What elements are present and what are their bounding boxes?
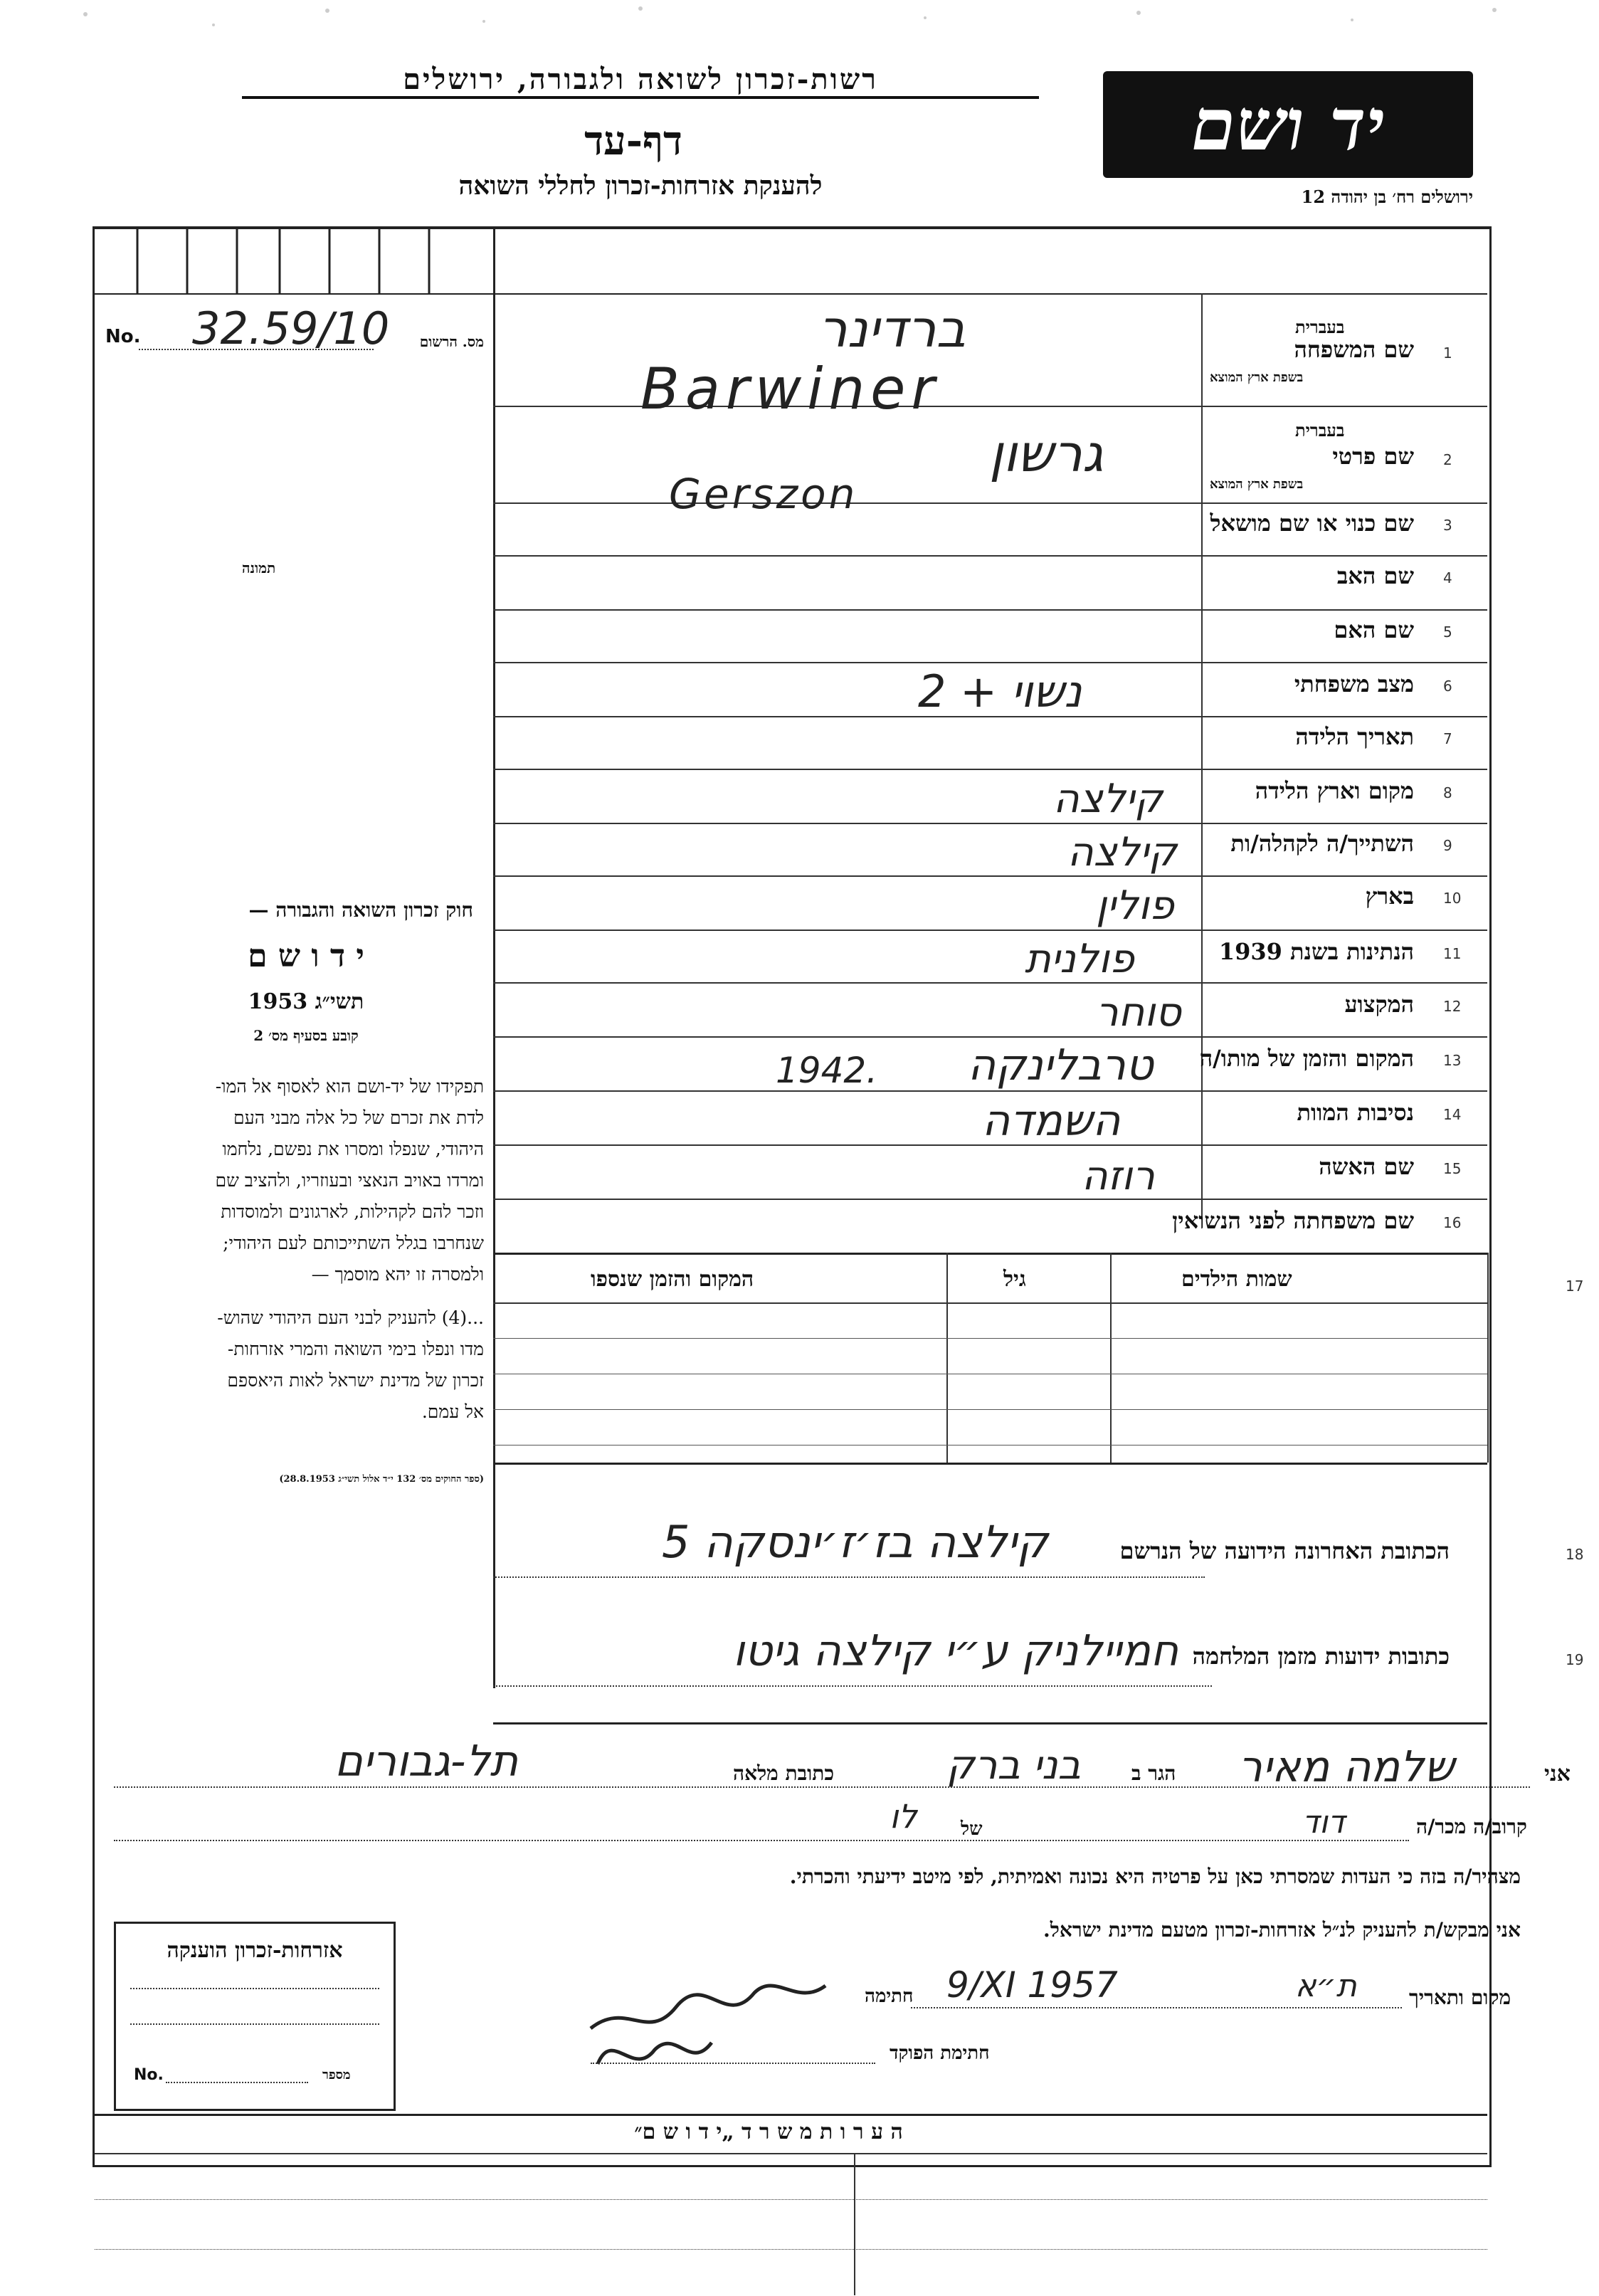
granted-line xyxy=(130,2023,379,2025)
org-line: רשות-זכרון לשואה ולגבורה, ירושלים xyxy=(242,63,1039,99)
law-line: היהודי, שנפלו ומסרו את נפשם, נלחמו xyxy=(222,1139,484,1159)
office-rule xyxy=(95,2249,1487,2250)
office-notes-title: ה ע ר ו ת מ ש ר ד „י ד ו ש ם״ xyxy=(634,2119,903,2144)
law-clause: קובע בסעיף מס׳ 2 xyxy=(253,1027,359,1044)
children-row-rule xyxy=(493,1338,1487,1339)
field-num: 8 xyxy=(1443,784,1452,801)
row-rule xyxy=(493,1090,1487,1092)
field-given-sub2: בשפת ארץ המוצא xyxy=(1210,477,1304,492)
form-title: דף-עד xyxy=(584,117,682,164)
row-rule xyxy=(493,662,1487,663)
law-line: שנחרבו בגלל השתייכותם לעם היהודי; xyxy=(223,1233,484,1253)
children-col-age: גיל xyxy=(1003,1267,1026,1292)
tick-row xyxy=(95,229,493,293)
decl-relative-label: קרוב/ה מכר/ה xyxy=(1416,1815,1527,1838)
registry-no-value: 32.59/10 xyxy=(192,302,390,354)
address-war-label: כתובות ידועות מזמן המלחמה xyxy=(1192,1643,1450,1670)
decl-resident-label: הגר ב xyxy=(1131,1762,1176,1785)
decl-officer-label: חתימת הפוקד xyxy=(890,2043,990,2064)
office-rule xyxy=(95,2199,1487,2200)
answer-profession: סוחר xyxy=(1096,989,1181,1036)
field-birthdate-label: תאריך הלידה xyxy=(1295,723,1414,750)
law-year: תשי״ג 1953 xyxy=(248,989,364,1014)
granted-box xyxy=(114,1922,396,2111)
label-col-divider xyxy=(1201,293,1203,1218)
field-marital-label: מצב משפחתי xyxy=(1294,670,1414,697)
children-col-place: המקום והזמן שנספו xyxy=(591,1267,754,1292)
children-col-divider xyxy=(946,1253,948,1463)
officer-dots xyxy=(591,2063,875,2064)
field-country-label: בארץ xyxy=(1365,883,1414,910)
children-num: 17 xyxy=(1566,1278,1584,1295)
signature xyxy=(584,1943,868,2085)
field-father-label: שם האב xyxy=(1336,562,1414,589)
decl-full-addr: תל-גבורים xyxy=(334,1737,519,1786)
answer-country: פולין xyxy=(1096,883,1174,929)
law-line: ומרדו באויב הנאצי ובעוזריו, ולהציב שם xyxy=(215,1170,484,1191)
address-last-value: קילצה בז׳ז׳ינסקה 5 xyxy=(662,1516,1048,1568)
top-row-rule xyxy=(95,293,1487,295)
decl-statement: מצהיר/ה בזה כי העדות שמסרתי כאן על פרטיה היא נכונה ואמיתית, לפי מיטב ידיעתי והכרתי. xyxy=(789,1865,1521,1888)
law-line: ...(4) להעניק לבני העם היהודי שהוש- xyxy=(217,1307,484,1328)
decl-sign-date: 9/XI 1957 xyxy=(946,1964,1118,2006)
field-num: 1 xyxy=(1443,344,1452,362)
field-surname-label: שם המשפחה xyxy=(1294,336,1414,363)
law-para-1 xyxy=(110,1071,484,1290)
decl-dots xyxy=(114,1786,1530,1788)
children-col-divider xyxy=(1487,1253,1489,1463)
section-rule xyxy=(493,1722,1487,1724)
granted-line xyxy=(130,1988,379,1989)
law-title: חוק זכרון השואה והגבורה — xyxy=(248,898,473,922)
address-war-num: 19 xyxy=(1566,1651,1584,1668)
granted-num-label: מספר xyxy=(322,2068,351,2082)
logo-address: ירושלים רח׳ בן יהודה 12 xyxy=(1301,186,1473,207)
row-rule xyxy=(493,823,1487,824)
field-num: 2 xyxy=(1443,451,1452,468)
row-rule xyxy=(493,609,1487,611)
field-wife-maiden-label: שם משפחתה לפני הנשואין xyxy=(1172,1207,1414,1234)
field-birthplace-label: מקום וארץ הלידה xyxy=(1255,777,1414,804)
children-head-rule xyxy=(493,1302,1487,1304)
registry-no-label: No. xyxy=(105,326,141,347)
office-divider xyxy=(854,2153,855,2295)
decl-place-date-label: מקום ותאריך xyxy=(1409,1986,1511,2009)
field-num: 5 xyxy=(1443,623,1452,641)
granted-line xyxy=(166,2082,308,2083)
granted-title: אזרחות-זכרון הוענקה xyxy=(167,1938,343,1963)
field-num: 13 xyxy=(1443,1052,1462,1069)
field-num: 4 xyxy=(1443,569,1452,586)
field-num: 3 xyxy=(1443,517,1452,534)
answer-death-year: 1942. xyxy=(776,1050,878,1091)
field-death-circ-label: נסיבות המוות xyxy=(1297,1099,1414,1126)
field-profession-label: המקצוע xyxy=(1344,991,1414,1018)
field-num: 6 xyxy=(1443,678,1452,695)
field-given-label: שם פרטי xyxy=(1332,443,1414,470)
decl-relative: דוד xyxy=(1302,1804,1346,1841)
decl-ani: אני xyxy=(1544,1762,1571,1786)
row-rule xyxy=(493,1253,1487,1255)
address-rule xyxy=(493,1576,1205,1578)
law-line: זכרון של מדינת ישראל לאות היאספם xyxy=(227,1370,484,1391)
field-citizenship-label: הנתינות בשנת 1939 xyxy=(1218,938,1414,965)
law-line: ולמסרה זו יהא מוסמך — xyxy=(311,1264,484,1285)
children-col-divider xyxy=(1110,1253,1112,1463)
registry-dots xyxy=(139,349,374,350)
row-rule xyxy=(493,1036,1487,1038)
row-rule xyxy=(493,930,1487,931)
law-line: תפקידו של יד-ושם הוא לאסוף אל המו- xyxy=(215,1076,484,1097)
answer-death-circ: השמדה xyxy=(982,1096,1121,1146)
form-subtitle: להענקת אזרחות-זכרון לחללי השואה xyxy=(458,171,823,201)
law-footnote: (ספר החוקים מס׳ 132 י״ד אלול תשי״ג 28.8.1953) xyxy=(279,1474,484,1485)
children-bottom-rule xyxy=(493,1463,1487,1465)
field-community-label: השתייך/ה לקהלה/ות xyxy=(1230,830,1414,857)
decl-dots xyxy=(114,1840,1409,1841)
answer-birthplace: קילצה xyxy=(1053,776,1163,822)
granted-no-label: No. xyxy=(134,2066,164,2084)
answer-death-place: טרבלינקה xyxy=(968,1041,1154,1090)
row-rule xyxy=(493,502,1487,504)
law-line: וזכר להם לקהילות, לארגונים ולמוסדות xyxy=(221,1201,484,1222)
tick-grid xyxy=(95,229,493,293)
photo-label: תמונה xyxy=(242,559,276,576)
answer-surname-he: ברדינר xyxy=(818,299,966,359)
address-last-num: 18 xyxy=(1566,1546,1584,1563)
decl-of-value: לו xyxy=(890,1797,917,1836)
row-rule xyxy=(493,982,1487,984)
decl-dots xyxy=(911,2007,1402,2008)
decl-place-date: ת״א xyxy=(1295,1968,1357,2004)
answer-citizenship: פולנית xyxy=(1025,936,1134,982)
office-top-rule xyxy=(95,2114,1487,2116)
answer-wife: רוזה xyxy=(1082,1153,1155,1199)
law-line: מדו ונפלו בימי השואה והמרי אזרחות- xyxy=(227,1339,484,1359)
decl-request: אני מבקש/ת להעניק לנ״ל אזרחות-זכרון מטעם מדינת ישראל. xyxy=(1043,1918,1521,1942)
decl-full-addr-label: כתובת מלאה xyxy=(733,1762,835,1785)
decl-of-label: של xyxy=(961,1818,983,1840)
answer-surname-orig: Barwiner xyxy=(640,356,941,422)
law-line: לדת את זכרם של כל אלה מבני העם xyxy=(233,1107,484,1128)
decl-sign-label: חתימה xyxy=(865,1986,914,2007)
law-line: אל עמם. xyxy=(421,1401,484,1422)
logo-text: יד ושם xyxy=(1191,83,1385,167)
registry-label: מס. הרשום xyxy=(419,333,484,350)
field-num: 10 xyxy=(1443,890,1462,907)
field-surname-sub1: בעברית xyxy=(1295,317,1345,337)
answer-marital: נשוי + 2 xyxy=(918,665,1082,717)
children-col-names: שמות הילדים xyxy=(1181,1267,1292,1292)
field-num: 11 xyxy=(1443,945,1462,962)
row-rule xyxy=(493,555,1487,557)
field-alias-label: שם כנוי או שם מושאל xyxy=(1210,510,1414,537)
field-mother-label: שם האם xyxy=(1334,616,1414,643)
row-rule xyxy=(493,769,1487,770)
field-num: 7 xyxy=(1443,730,1452,747)
answer-community: קילצה xyxy=(1067,829,1177,875)
address-last-label: הכתובת האחרונה הידועה של הנרשם xyxy=(1119,1537,1450,1564)
field-num: 14 xyxy=(1443,1106,1462,1123)
field-surname-sub2: בשפת ארץ המוצא xyxy=(1210,370,1304,385)
children-row-rule xyxy=(493,1409,1487,1410)
field-death-label: המקום והזמן של מותו/ה xyxy=(1199,1045,1414,1072)
row-rule xyxy=(493,1199,1487,1200)
answer-given-orig: Gerszon xyxy=(669,470,858,518)
field-wife-label: שם האשה xyxy=(1319,1153,1414,1180)
office-rule xyxy=(95,2153,1487,2154)
left-col-divider xyxy=(493,229,495,1688)
row-rule xyxy=(493,875,1487,877)
yad-vashem-logo xyxy=(1103,71,1473,178)
law-para-2 xyxy=(110,1302,484,1428)
field-num: 16 xyxy=(1443,1214,1462,1231)
answer-given-he: גרשון xyxy=(989,423,1104,483)
address-rule xyxy=(493,1685,1212,1687)
field-given-sub1: בעברית xyxy=(1295,420,1345,441)
field-num: 12 xyxy=(1443,998,1462,1015)
decl-city: בני ברק xyxy=(946,1742,1081,1789)
decl-name: שלמה מאיר xyxy=(1238,1742,1455,1792)
address-war-value: חמיילניק ע״י קילצה גיטו xyxy=(733,1626,1179,1676)
field-num: 15 xyxy=(1443,1160,1462,1177)
field-num: 9 xyxy=(1443,837,1452,854)
law-name: י ד ו ש ם xyxy=(248,938,364,974)
